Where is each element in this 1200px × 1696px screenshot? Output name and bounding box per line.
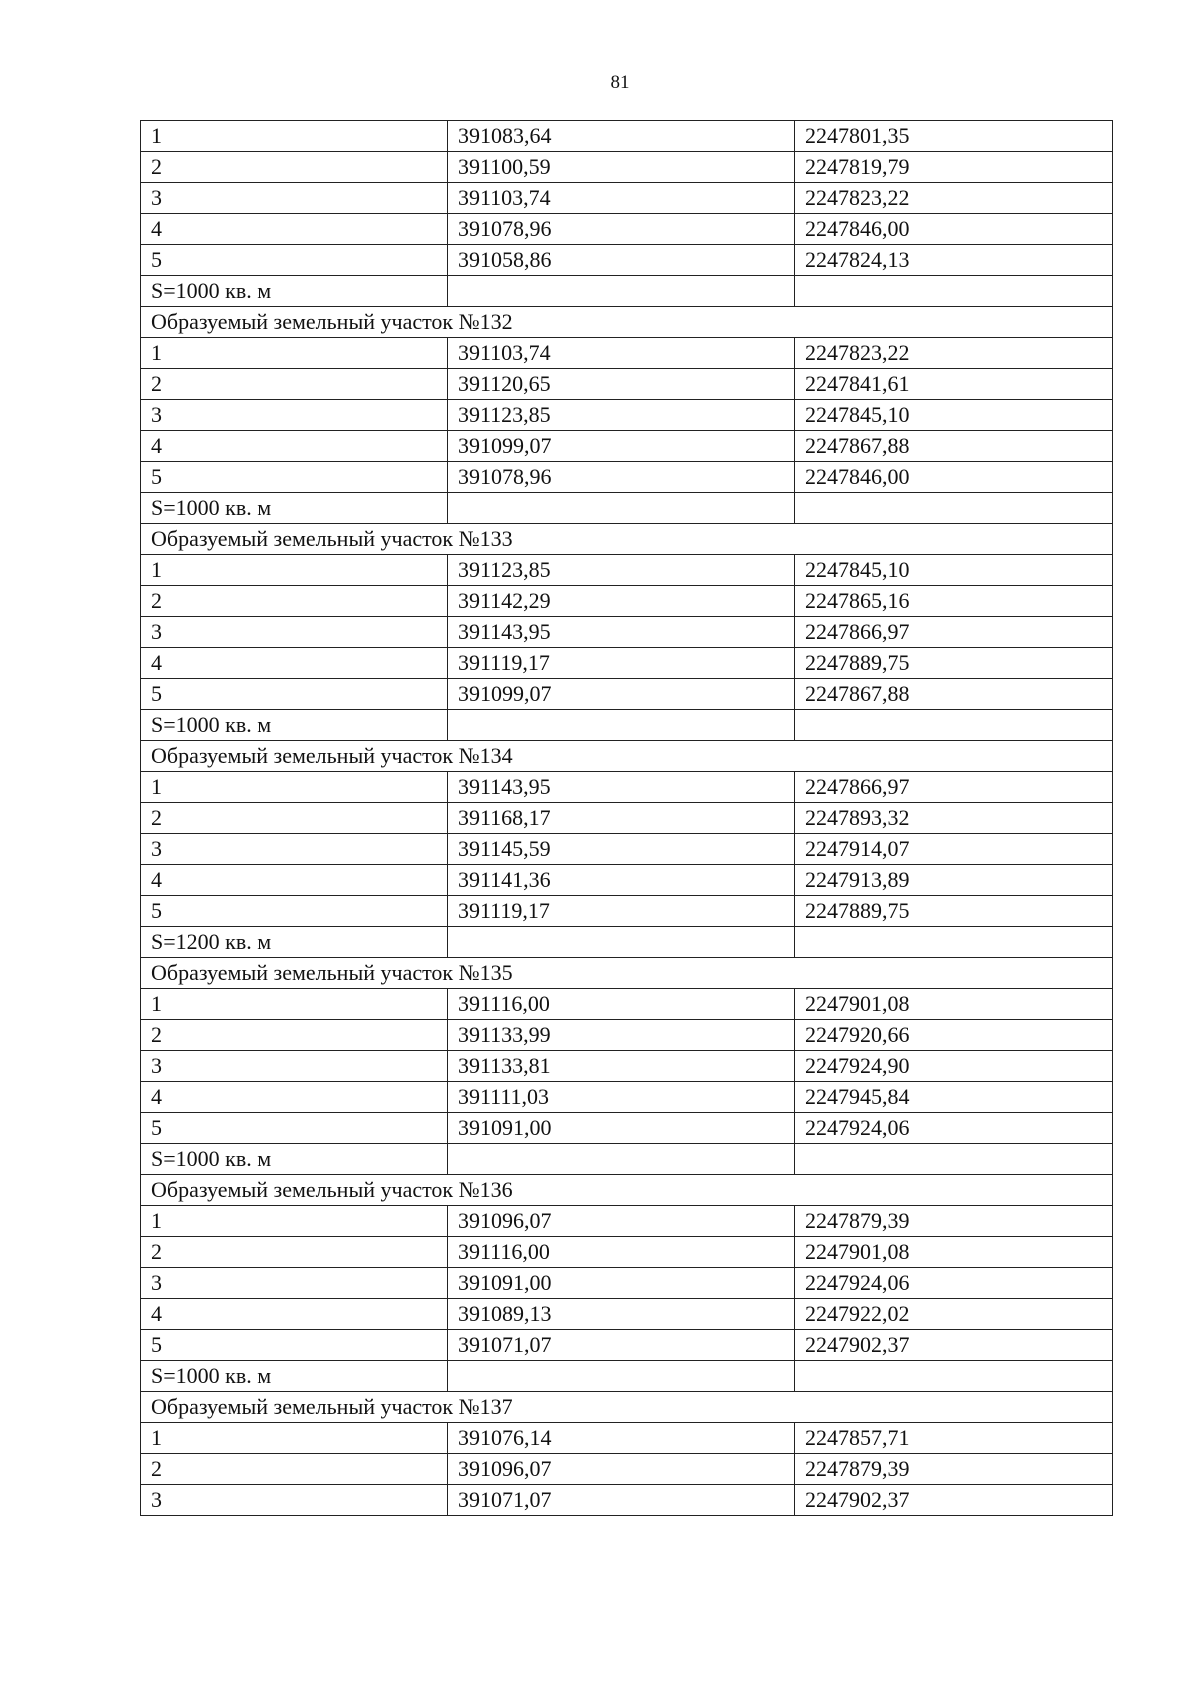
- x-coordinate-cell: 391071,07: [448, 1330, 795, 1361]
- x-coordinate-cell: 391142,29: [448, 586, 795, 617]
- area-row: [141, 1144, 1113, 1175]
- point-number-cell: 2: [141, 586, 448, 617]
- y-coordinate-cell: 2247845,10: [795, 400, 1113, 431]
- point-number-cell: 4: [141, 865, 448, 896]
- point-number-cell: 2: [141, 1454, 448, 1485]
- x-coordinate-cell: 391103,74: [448, 338, 795, 369]
- y-coordinate-cell: 2247819,79: [795, 152, 1113, 183]
- parcel-heading-cell: Образуемый земельный участок №133: [141, 524, 1113, 555]
- table-row: [141, 152, 1113, 183]
- table-row: [141, 865, 1113, 896]
- point-number-cell: 1: [141, 121, 448, 152]
- y-coordinate-cell: 2247866,97: [795, 617, 1113, 648]
- empty-cell: [795, 493, 1113, 524]
- point-number-cell: 5: [141, 1330, 448, 1361]
- x-coordinate-cell: 391119,17: [448, 896, 795, 927]
- parcel-heading-cell: Образуемый земельный участок №132: [141, 307, 1113, 338]
- y-coordinate-cell: 2247846,00: [795, 462, 1113, 493]
- x-coordinate-cell: 391099,07: [448, 431, 795, 462]
- point-number-cell: 3: [141, 1485, 448, 1516]
- table-row: [141, 648, 1113, 679]
- x-coordinate-cell: 391103,74: [448, 183, 795, 214]
- y-coordinate-cell: 2247889,75: [795, 648, 1113, 679]
- y-coordinate-cell: 2247924,06: [795, 1268, 1113, 1299]
- point-number-cell: 5: [141, 896, 448, 927]
- point-number-cell: 3: [141, 1268, 448, 1299]
- table-row: [141, 834, 1113, 865]
- y-coordinate-cell: 2247857,71: [795, 1423, 1113, 1454]
- empty-cell: [448, 1361, 795, 1392]
- table-row: [141, 1237, 1113, 1268]
- area-cell: S=1000 кв. м: [141, 493, 448, 524]
- table-row: [141, 803, 1113, 834]
- empty-cell: [448, 927, 795, 958]
- x-coordinate-cell: 391143,95: [448, 617, 795, 648]
- y-coordinate-cell: 2247913,89: [795, 865, 1113, 896]
- y-coordinate-cell: 2247902,37: [795, 1330, 1113, 1361]
- point-number-cell: 2: [141, 369, 448, 400]
- empty-cell: [448, 276, 795, 307]
- table-row: [141, 989, 1113, 1020]
- point-number-cell: 1: [141, 555, 448, 586]
- table-row: [141, 369, 1113, 400]
- area-row: [141, 710, 1113, 741]
- table-row: [141, 1020, 1113, 1051]
- table-row: [141, 121, 1113, 152]
- x-coordinate-cell: 391096,07: [448, 1454, 795, 1485]
- point-number-cell: 1: [141, 989, 448, 1020]
- parcel-heading-cell: Образуемый земельный участок №135: [141, 958, 1113, 989]
- empty-cell: [795, 710, 1113, 741]
- parcel-heading-row: [141, 307, 1113, 338]
- x-coordinate-cell: 391143,95: [448, 772, 795, 803]
- parcel-heading-row: [141, 1175, 1113, 1206]
- area-cell: S=1000 кв. м: [141, 710, 448, 741]
- table-row: [141, 1051, 1113, 1082]
- table-row: [141, 555, 1113, 586]
- table-row: [141, 772, 1113, 803]
- table-row: [141, 1268, 1113, 1299]
- x-coordinate-cell: 391091,00: [448, 1268, 795, 1299]
- area-cell: S=1000 кв. м: [141, 1361, 448, 1392]
- point-number-cell: 1: [141, 1206, 448, 1237]
- y-coordinate-cell: 2247901,08: [795, 989, 1113, 1020]
- y-coordinate-cell: 2247865,16: [795, 586, 1113, 617]
- y-coordinate-cell: 2247879,39: [795, 1454, 1113, 1485]
- y-coordinate-cell: 2247924,06: [795, 1113, 1113, 1144]
- x-coordinate-cell: 391123,85: [448, 400, 795, 431]
- x-coordinate-cell: 391168,17: [448, 803, 795, 834]
- parcel-heading-row: [141, 741, 1113, 772]
- x-coordinate-cell: 391145,59: [448, 834, 795, 865]
- y-coordinate-cell: 2247823,22: [795, 183, 1113, 214]
- x-coordinate-cell: 391089,13: [448, 1299, 795, 1330]
- table-row: [141, 586, 1113, 617]
- parcel-heading-cell: Образуемый земельный участок №134: [141, 741, 1113, 772]
- table-row: [141, 1299, 1113, 1330]
- point-number-cell: 3: [141, 834, 448, 865]
- y-coordinate-cell: 2247801,35: [795, 121, 1113, 152]
- point-number-cell: 2: [141, 152, 448, 183]
- parcel-heading-row: [141, 524, 1113, 555]
- empty-cell: [448, 493, 795, 524]
- y-coordinate-cell: 2247879,39: [795, 1206, 1113, 1237]
- x-coordinate-cell: 391078,96: [448, 462, 795, 493]
- y-coordinate-cell: 2247924,90: [795, 1051, 1113, 1082]
- table-row: [141, 1113, 1113, 1144]
- point-number-cell: 2: [141, 1237, 448, 1268]
- x-coordinate-cell: 391119,17: [448, 648, 795, 679]
- empty-cell: [795, 1361, 1113, 1392]
- x-coordinate-cell: 391096,07: [448, 1206, 795, 1237]
- x-coordinate-cell: 391116,00: [448, 1237, 795, 1268]
- y-coordinate-cell: 2247866,97: [795, 772, 1113, 803]
- y-coordinate-cell: 2247867,88: [795, 431, 1113, 462]
- x-coordinate-cell: 391078,96: [448, 214, 795, 245]
- x-coordinate-cell: 391099,07: [448, 679, 795, 710]
- coordinates-table-body: [141, 121, 1113, 1516]
- y-coordinate-cell: 2247901,08: [795, 1237, 1113, 1268]
- empty-cell: [448, 710, 795, 741]
- table-row: [141, 462, 1113, 493]
- x-coordinate-cell: 391133,81: [448, 1051, 795, 1082]
- area-row: [141, 493, 1113, 524]
- x-coordinate-cell: 391141,36: [448, 865, 795, 896]
- parcel-heading-row: [141, 1392, 1113, 1423]
- parcel-heading-cell: Образуемый земельный участок №137: [141, 1392, 1113, 1423]
- x-coordinate-cell: 391100,59: [448, 152, 795, 183]
- y-coordinate-cell: 2247824,13: [795, 245, 1113, 276]
- point-number-cell: 4: [141, 214, 448, 245]
- table-row: [141, 1082, 1113, 1113]
- table-row: [141, 183, 1113, 214]
- empty-cell: [448, 1144, 795, 1175]
- empty-cell: [795, 927, 1113, 958]
- page-number: 81: [610, 72, 630, 93]
- y-coordinate-cell: 2247922,02: [795, 1299, 1113, 1330]
- area-row: [141, 927, 1113, 958]
- y-coordinate-cell: 2247889,75: [795, 896, 1113, 927]
- point-number-cell: 1: [141, 338, 448, 369]
- y-coordinate-cell: 2247902,37: [795, 1485, 1113, 1516]
- table-row: [141, 617, 1113, 648]
- x-coordinate-cell: 391111,03: [448, 1082, 795, 1113]
- point-number-cell: 3: [141, 183, 448, 214]
- x-coordinate-cell: 391058,86: [448, 245, 795, 276]
- point-number-cell: 5: [141, 462, 448, 493]
- point-number-cell: 3: [141, 1051, 448, 1082]
- point-number-cell: 3: [141, 617, 448, 648]
- point-number-cell: 5: [141, 679, 448, 710]
- parcel-heading-cell: Образуемый земельный участок №136: [141, 1175, 1113, 1206]
- y-coordinate-cell: 2247846,00: [795, 214, 1113, 245]
- y-coordinate-cell: 2247867,88: [795, 679, 1113, 710]
- table-row: [141, 1485, 1113, 1516]
- point-number-cell: 5: [141, 1113, 448, 1144]
- y-coordinate-cell: 2247823,22: [795, 338, 1113, 369]
- table-row: [141, 245, 1113, 276]
- x-coordinate-cell: 391071,07: [448, 1485, 795, 1516]
- table-row: [141, 431, 1113, 462]
- area-cell: S=1000 кв. м: [141, 1144, 448, 1175]
- point-number-cell: 3: [141, 400, 448, 431]
- point-number-cell: 2: [141, 803, 448, 834]
- table-row: [141, 1423, 1113, 1454]
- table-row: [141, 1454, 1113, 1485]
- area-cell: S=1200 кв. м: [141, 927, 448, 958]
- x-coordinate-cell: 391120,65: [448, 369, 795, 400]
- point-number-cell: 4: [141, 431, 448, 462]
- table-row: [141, 214, 1113, 245]
- parcel-heading-row: [141, 958, 1113, 989]
- empty-cell: [795, 1144, 1113, 1175]
- y-coordinate-cell: 2247945,84: [795, 1082, 1113, 1113]
- y-coordinate-cell: 2247841,61: [795, 369, 1113, 400]
- x-coordinate-cell: 391123,85: [448, 555, 795, 586]
- area-row: [141, 1361, 1113, 1392]
- table-row: [141, 1330, 1113, 1361]
- table-row: [141, 1206, 1113, 1237]
- point-number-cell: 4: [141, 1299, 448, 1330]
- area-cell: S=1000 кв. м: [141, 276, 448, 307]
- x-coordinate-cell: 391116,00: [448, 989, 795, 1020]
- x-coordinate-cell: 391133,99: [448, 1020, 795, 1051]
- area-row: [141, 276, 1113, 307]
- y-coordinate-cell: 2247845,10: [795, 555, 1113, 586]
- empty-cell: [795, 276, 1113, 307]
- x-coordinate-cell: 391083,64: [448, 121, 795, 152]
- point-number-cell: 1: [141, 1423, 448, 1454]
- point-number-cell: 4: [141, 1082, 448, 1113]
- coordinates-table: [140, 120, 1113, 1516]
- table-row: [141, 338, 1113, 369]
- y-coordinate-cell: 2247920,66: [795, 1020, 1113, 1051]
- table-row: [141, 896, 1113, 927]
- x-coordinate-cell: 391091,00: [448, 1113, 795, 1144]
- point-number-cell: 2: [141, 1020, 448, 1051]
- y-coordinate-cell: 2247914,07: [795, 834, 1113, 865]
- table-row: [141, 679, 1113, 710]
- point-number-cell: 5: [141, 245, 448, 276]
- point-number-cell: 1: [141, 772, 448, 803]
- y-coordinate-cell: 2247893,32: [795, 803, 1113, 834]
- x-coordinate-cell: 391076,14: [448, 1423, 795, 1454]
- table-row: [141, 400, 1113, 431]
- point-number-cell: 4: [141, 648, 448, 679]
